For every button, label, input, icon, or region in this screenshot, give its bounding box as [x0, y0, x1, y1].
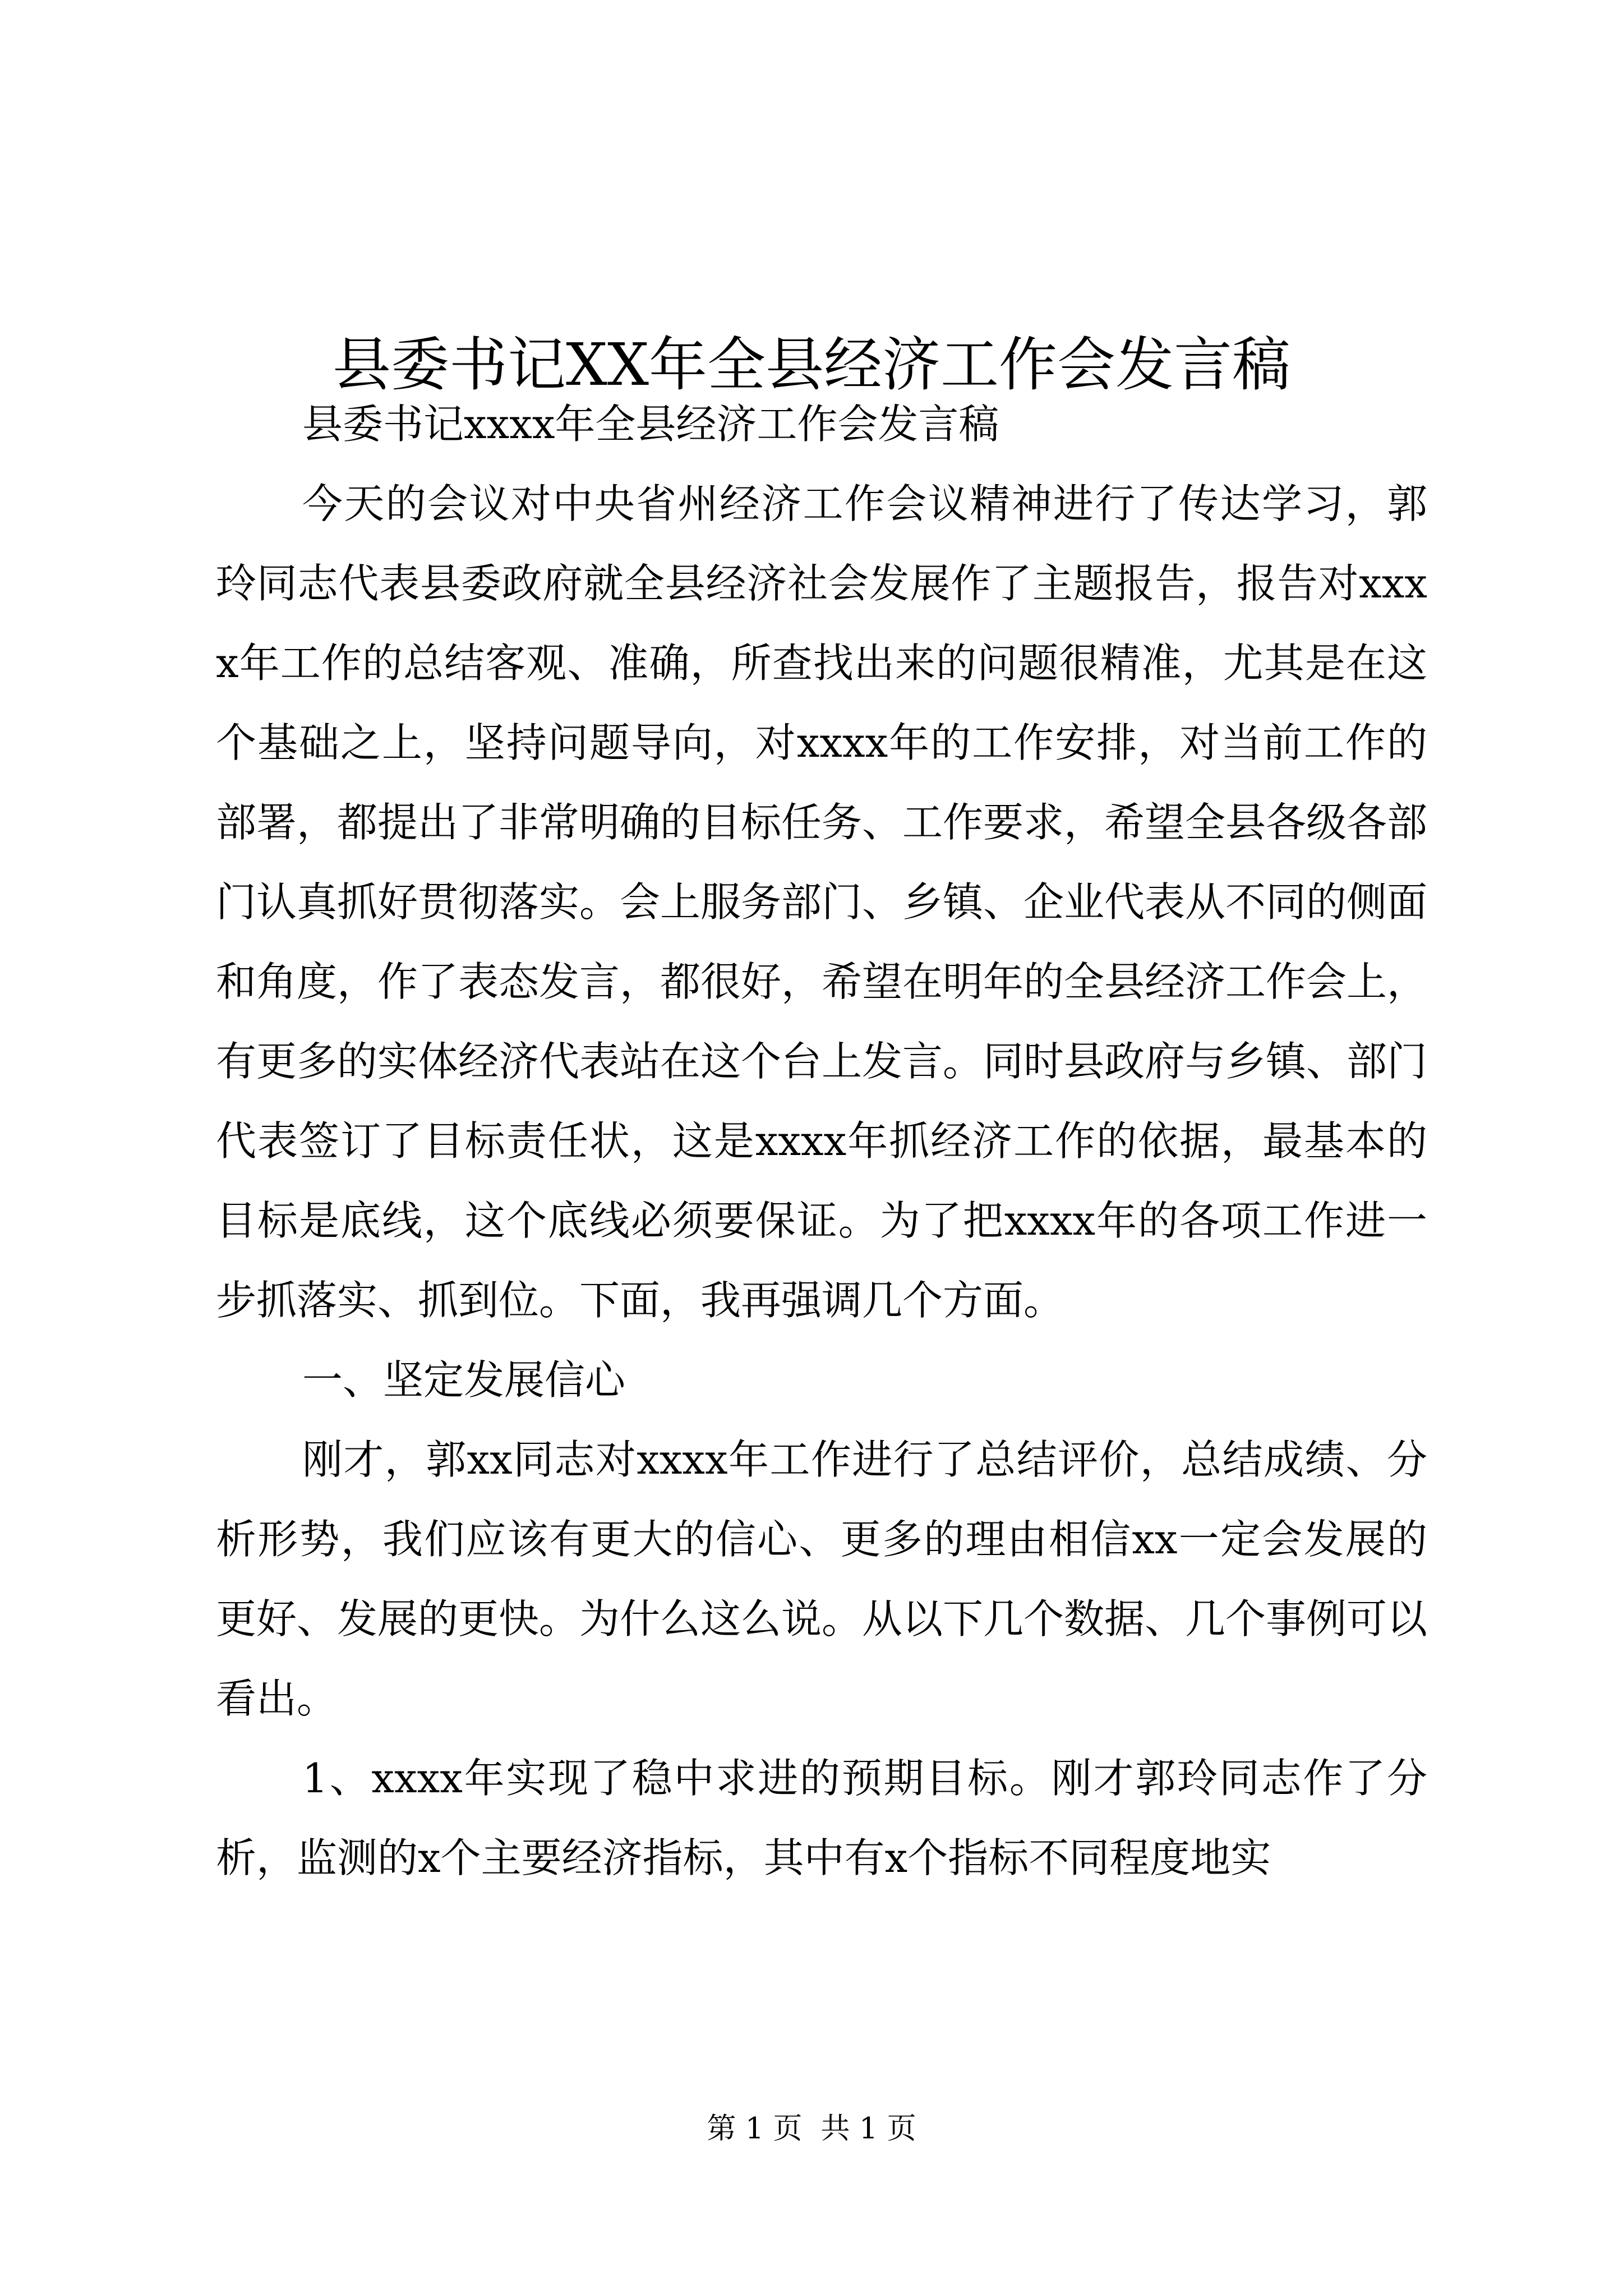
paragraph-confidence: 刚才，郭xx同志对xxxx年工作进行了总结评价，总结成绩、分析形势，我们应该有更大的信心、更多的理由相信xx一定会发展的更好、发展的更快。为什么这么说。从以下几个数据、几个事例可以看出。 — [216, 1436, 1428, 1722]
document-body — [216, 384, 1427, 1898]
section-heading: 一、坚定发展信心 — [302, 1356, 626, 1404]
paragraph-subtitle: 县委书记xxxx年全县经济工作会发言稿 — [302, 401, 999, 448]
paragraph-intro: 今天的会议对中央省州经济工作会议精神进行了传达学习，郭玲同志代表县委政府就全县经济社会发展作了主题报告，报告对xxxx年工作的总结客观、准确，所查找出来的问题很精准，尤其是在这个基础之上，坚持问题导向，对xxxx年的工作安排，对当前工作的部署，都提出了非常明确的目标任务、工作要求，希望全县各级各部门认真抓好贯彻落实。会上服务部门、乡镇、企业代表从不同的侧面和角度，作了表态发言，都很好，希望在明年的全县经济工作会上，有更多的实体经济代表站在这个台上发言。同时县政府与乡镇、部门代表签订了目标责任状，这是xxxx年抓经济工作的依据，最基本的目标是底线，这个底线必须要保证。为了把xxxx年的各项工作进一步抓落实、抓到位。下面，我再强调几个方面。 — [216, 480, 1428, 1324]
document-title: 县委书记XX年全县经济工作会发言稿 — [332, 330, 1291, 399]
paragraph-point-1: 1、xxxx年实现了稳中求进的预期目标。刚才郭玲同志作了分析，监测的x个主要经济指标，其中有x个指标不同程度地实 — [216, 1755, 1427, 1881]
page-footer: 第 1 页 共 1 页 — [707, 2112, 916, 2146]
